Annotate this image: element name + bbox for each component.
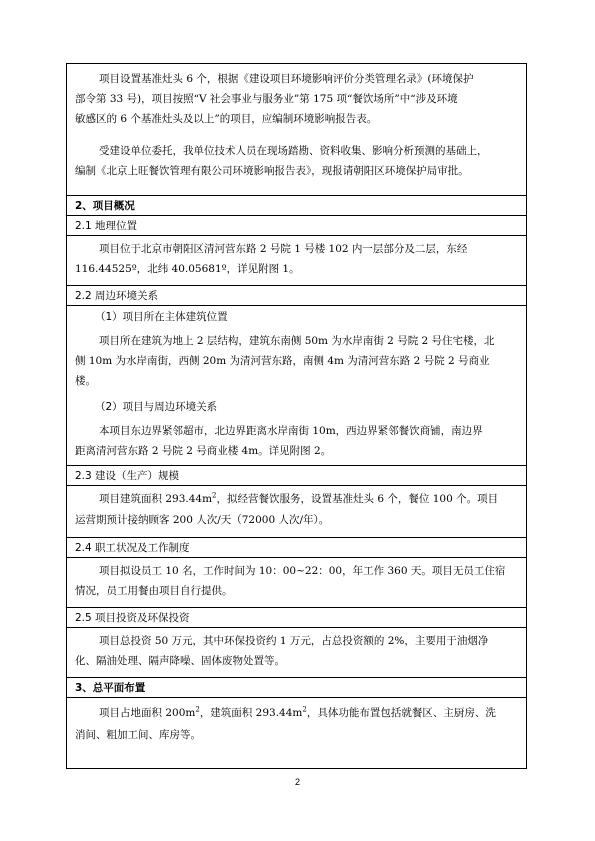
section-3-body — [67, 697, 526, 770]
section-3-layout-text: ，具体功能布置包括就餐区、主厨房、洗 — [306, 707, 496, 719]
section-2-5-header-row — [67, 607, 526, 627]
intro-p1-line: 敏感区的 6 个基准灶头及以上”的项目，应编制环境影响报告表。 — [75, 113, 378, 125]
section-2-1-line: 116.44525º，北纬 40.05681º，详见附图 1。 — [75, 263, 300, 275]
section-2-3-line: 运营期预计接纳顾客 200 人次/天（72000 人次/年）。 — [75, 514, 330, 526]
intro-p1-line: 部令第 33 号)，项目按照“V 社会事业与服务业”第 175 项“餐饮场所”中“涉及环境 — [75, 93, 458, 105]
section-2-2-p2-line: 距离清河营东路 2 号院 2 号商业楼 4m。详见附图 2。 — [75, 445, 332, 457]
section-3-header-row — [67, 677, 526, 697]
section-2-3-area-rest: ，拟经营餐饮服务，设置基准灶头 6 个，餐位 100 个。项目 — [216, 493, 499, 505]
section-2-1-line: 项目位于北京市朝阳区清河营东路 2 号院 1 号楼 102 内一层部分及二层，东经 — [99, 243, 468, 255]
section-3-land-sup: 2 — [195, 705, 200, 714]
section-2-2-p1-line: 楼。 — [75, 375, 96, 387]
section-2-4-line: 情况，员工用餐由项目自行提供。 — [75, 585, 233, 597]
section-2-3-line — [99, 492, 498, 506]
section-2-2-p2-line: 本项目东边界紧邻超市，北边界距离水岸南街 10m，西边界紧邻餐饮商铺，南边界 — [99, 425, 483, 437]
section-3-line: 消间、粗加工间、库房等。 — [75, 729, 201, 741]
section-2-2-subtitle-2: （2）项目与周边环境关系 — [95, 401, 218, 413]
section-2-3-area-text: 项目建筑面积 293.44m — [99, 493, 213, 505]
section-3-building-text: ，建筑面积 293.44m — [199, 707, 303, 719]
intro-p2-line: 受建设单位委托，我单位技术人员在现场踏勘、资料收集、影响分析预测的基础上， — [99, 145, 488, 157]
section-2-1-header-row — [67, 215, 526, 235]
section-2-2-p1-line: 侧 10m 为水岸南街，西侧 20m 为清河营东路，南侧 4m 为清河营东路 2 号院 2 号商业 — [75, 355, 490, 367]
section-2-2-subtitle-1: （1）项目所在主体建筑位置 — [95, 311, 228, 323]
section-2-header-row — [67, 195, 526, 215]
section-3-building-sup: 2 — [302, 705, 307, 714]
section-2-4-body — [67, 557, 526, 607]
section-3-line — [99, 706, 496, 720]
section-2-3-body — [67, 485, 526, 537]
section-2-title: 2、项目概况 — [75, 200, 135, 212]
intro-block — [67, 64, 526, 199]
section-2-1-body — [67, 235, 526, 285]
section-2-2-body — [67, 305, 526, 463]
intro-p1-line: 项目设置基准灶头 6 个，根据《建设项目环境影响评价分类管理名录》(环境保护 — [99, 73, 474, 85]
section-2-5-body — [67, 627, 526, 677]
intro-p2-line: 编制《北京上旺餐饮管理有限公司环境影响报告表》，现报请朝阳区环境保护局审批。 — [75, 165, 469, 177]
section-2-1-title: 2.1 地理位置 — [75, 220, 138, 232]
section-3-land-text: 项目占地面积 200m — [99, 707, 196, 719]
section-3-title: 3、总平面布置 — [75, 682, 146, 694]
section-2-4-line: 项目拟设员工 10 名，工作时间为 10：00~22：00，年工作 360 天。项目无员工住宿 — [99, 565, 506, 577]
section-2-3-area-sup: 2 — [212, 491, 217, 500]
section-2-2-title: 2.2 周边环境关系 — [75, 290, 159, 302]
section-2-5-line: 化、隔油处理、隔声降噪、固体废物处置等。 — [75, 655, 285, 667]
section-2-3-header-row — [67, 465, 526, 485]
section-2-2-p1-line: 项目所在建筑为地上 2 层结构，建筑东南侧 50m 为水岸南街 2 号院 2 号住宅楼，北 — [99, 335, 495, 347]
document-table-frame — [66, 63, 527, 769]
section-2-3-title: 2.3 建设（生产）规模 — [75, 470, 180, 482]
section-2-4-title: 2.4 职工状况及工作制度 — [75, 542, 190, 554]
section-2-5-title: 2.5 项目投资及环保投资 — [75, 612, 190, 624]
section-2-5-line: 项目总投资 50 万元，其中环保投资约 1 万元，占总投资额的 2%，主要用于油烟净 — [99, 635, 489, 647]
section-2-2-header-row — [67, 285, 526, 305]
section-2-4-header-row — [67, 537, 526, 557]
page-number: 2 — [294, 777, 300, 787]
